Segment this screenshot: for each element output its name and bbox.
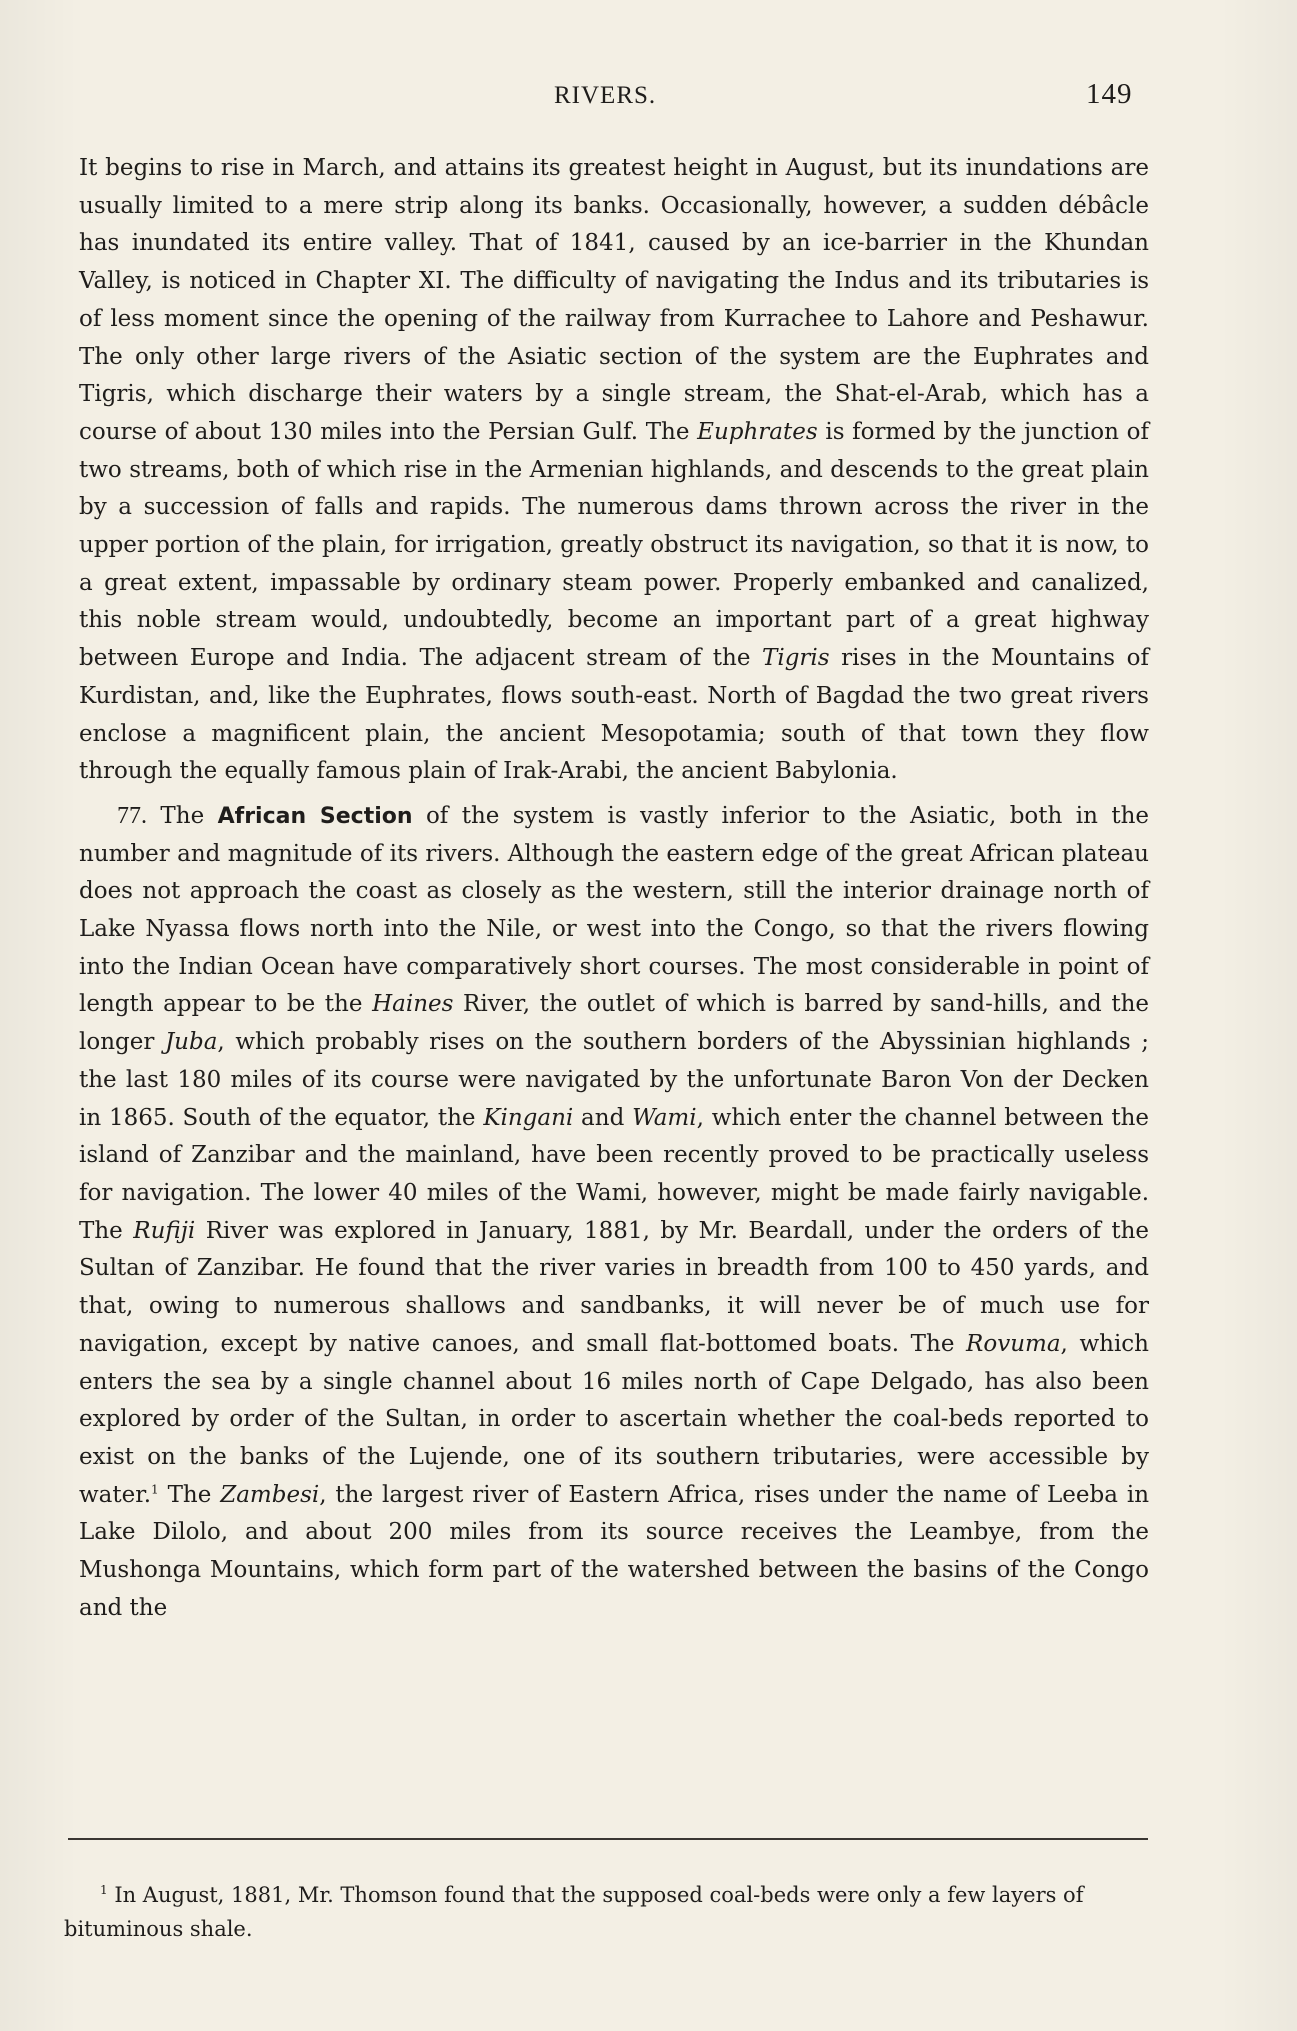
text-run: , the largest river of Eastern Africa, rises under the name of Leeba in Lake Dilolo, and about 200 miles from its source receives the Leambye, from the Mushonga Mountains, which form part of the watershed between the basins of the Congo and the	[79, 1481, 1150, 1621]
river-name-zambesi: Zambesi	[220, 1481, 320, 1508]
footnote	[64, 1878, 1149, 1946]
footnote-mark: 1	[100, 1883, 108, 1897]
river-name-kingani: Kingani	[483, 1104, 574, 1131]
section-heading: African Section	[217, 803, 413, 829]
text-run: River, the outlet of which is barred by sand-hills, and the longer	[79, 991, 1149, 1056]
text-run: rises in the Mountains of Kurdistan, and, like the Euphrates, flows south-east. North of Bagdad the two great rivers enclose a magnificent plain, the ancient Mesopotamia; south of that town they flow through the equally famous plain of Irak-Arabi, the ancient Babylonia.	[79, 645, 1149, 785]
footnote-divider	[68, 1838, 1148, 1840]
text-run: River was explored in January, 1881, by Mr. Beardall, under the orders of the Sultan of Zanzibar. He found that the river varies in breadth from 100 to 450 yards, and that, owing to numerous shallows and sandbanks, it will never be of much use for navigation, except by native canoes, and small flat-bottomed boats. The	[79, 1217, 1150, 1357]
running-head	[0, 78, 1297, 118]
river-name-rufiji: Rufiji	[133, 1217, 196, 1244]
page-number: 149	[1086, 78, 1133, 110]
text-run: , which enters the sea by a single channel about 16 miles north of Cape Delgado, has also been explored by order of the Sultan, in order to ascertain whether the coal-beds reported to exist on the banks of the Lujende, one of its southern tributaries, were accessible by water.	[79, 1330, 1149, 1508]
paragraph-asiatic-rivers	[79, 150, 1149, 791]
paragraph-african-section	[79, 798, 1149, 1627]
text-run: is formed by the junction of two streams, both of which rise in the Armenian highlands, and descends to the great plain by a succession of falls and rapids. The numerous dams thrown across the river in the upper portion of the plain, for irrigation, greatly obstruct its navigation, so that it is now, to a great extent, impassable by ordinary steam power. Properly embanked and canalized, this noble stream would, undoubtedly, become an important part of a great highway between Europe and India. The adjacent stream of the	[79, 418, 1149, 672]
text-run: of the system is vastly inferior to the Asiatic, both in the number and magnitude of its rivers. Although the eastern edge of the great African plateau does not approach the coast as closely as the western, still the interior drainage north of Lake Nyassa flows north into the Nile, or west into the Congo, so that the rivers flowing into the Indian Ocean have comparatively short courses. The most considerable in point of length appear to be the	[79, 802, 1149, 1018]
river-name-haines: Haines	[372, 991, 454, 1018]
river-name-juba: Juba	[164, 1029, 218, 1056]
text-run: It begins to rise in March, and attains its greatest height in August, but its inundations are usually limited to a mere strip along its banks. Occasionally, however, a sudden débâcle has inundated its entire valley. That of 1841, caused by an ice-barrier in the Khundan Valley, is noticed in Chapter XI. The difficulty of navigating the Indus and its tributaries is of less moment since the opening of the railway from Kurrachee to Lahore and Peshawur. The only other large rivers of the Asiatic section of the system are the Euphrates and Tigris, which discharge their waters by a single stream, the Shat-el-Arab, which has a course of about 130 miles into the Persian Gulf. The	[79, 155, 1149, 445]
section-number: 77.	[117, 802, 147, 829]
body-text	[79, 150, 1149, 1627]
text-run: , which probably rises on the southern borders of the Abyssinian highlands ; the last 180 miles of its course were navigated by the unfortunate Baron Von der Decken in 1865. South of the equator, the	[79, 1029, 1149, 1131]
text-run: and	[573, 1104, 633, 1131]
river-name-tigris: Tigris	[762, 645, 830, 672]
footnote-text: In August, 1881, Mr. Thomson found that the supposed coal-beds were only a few layers of bituminous shale.	[64, 1883, 1084, 1941]
running-title: RIVERS.	[554, 82, 657, 109]
text-run: The	[158, 1481, 221, 1508]
river-name-wami: Wami	[632, 1104, 697, 1131]
text-run: The	[147, 802, 218, 829]
river-name-rovuma: Rovuma	[966, 1330, 1061, 1357]
footnote-reference: 1	[151, 1481, 159, 1496]
river-name-euphrates: Euphrates	[697, 418, 818, 445]
text-run: , which enter the channel between the island of Zanzibar and the mainland, have been recently proved to be practically useless for navigation. The lower 40 miles of the Wami, however, might be made fairly navigable. The	[79, 1104, 1149, 1244]
